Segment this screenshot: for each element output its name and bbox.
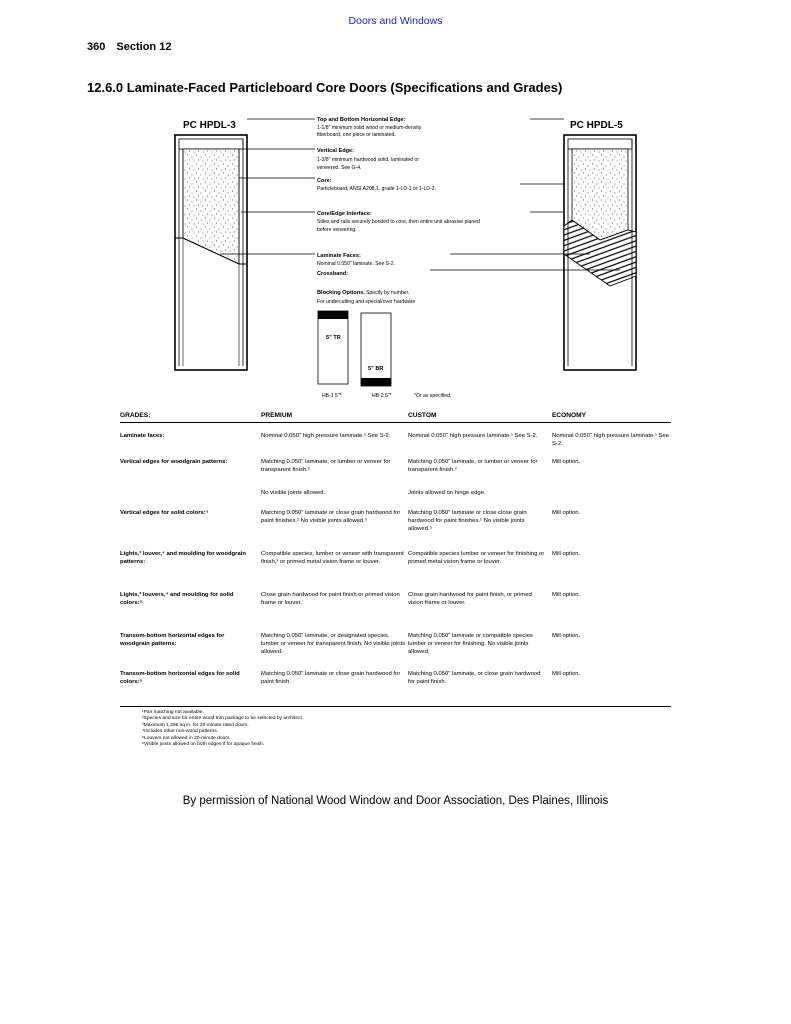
blocking-note: *Or as specified. xyxy=(414,393,452,399)
grade-label: Vertical edges for woodgrain patterns: xyxy=(120,459,228,465)
grade-premium: Matching 0.050" laminate, or lumber or veneer for transparent finish.² xyxy=(261,459,391,473)
blocking-caption-hb1: HB-1 5"* xyxy=(322,393,342,399)
grades-header-row xyxy=(120,408,671,422)
left-door-section xyxy=(175,135,247,370)
door-construction-diagram xyxy=(150,108,670,406)
left-door-label: PC HPDL-3 xyxy=(183,120,236,131)
grade-premium: No visible joints allowed. xyxy=(261,490,326,496)
footnote: ³Maximum 1,296 sq in. for 20 minute rated doors. xyxy=(142,722,249,728)
grade-row xyxy=(120,633,671,671)
svg-text:fiberboard, one piece or lamin: fiberboard, one piece or laminated. xyxy=(317,132,396,138)
svg-text:Stiles and rails securely bond: Stiles and rails securely bonded to core, then entire unit abrasive planed xyxy=(317,219,480,225)
grade-premium: Matching 0.050" laminate, or designated species, lumber or veneer for transparent finish. No visible joints allowed. xyxy=(261,633,406,655)
grade-custom: Joints allowed on hinge edge. xyxy=(408,490,486,496)
svg-text:Core/Edge Interface:: Core/Edge Interface: xyxy=(317,211,372,217)
grades-header-premium: PREMIUM xyxy=(261,412,293,419)
svg-text:1-3/8" minimum hardwood solid,: 1-3/8" minimum hardwood solid, laminated or xyxy=(317,157,420,163)
grade-label: Lights,³ louver,⁴ and moulding for woodgrain patterns: xyxy=(120,551,246,565)
grades-header-grades: GRADES: xyxy=(120,412,151,419)
svg-text:For undercutting and special/o: For undercutting and special/over hardware xyxy=(317,299,416,305)
section-label: Section 12 xyxy=(116,41,172,53)
footnote: ²Species and size for entire wood trim package to be selected by architect. xyxy=(142,716,304,722)
grade-economy: Mill option. xyxy=(552,633,581,639)
grade-custom: Matching 0.050" laminate or close close grain hardwood for paint finishes.² No visible joints allowed.⁵ xyxy=(408,510,527,532)
svg-text:Particleboard, ANSI A208.1, gr: Particleboard, ANSI A208.1, grade 1-LD-1 or 1-LD-2. xyxy=(317,186,436,192)
footnote: ⁵Louvers not allowed in 20-minute doors. xyxy=(142,735,231,741)
grade-custom: Compatible species lumber or veneer for finishing or primed metal vision frame or louver. xyxy=(408,551,545,565)
right-door-section xyxy=(564,135,636,370)
blocking-caption-hb2: HB-2 5"* xyxy=(372,393,392,399)
callout-top-bottom-edge xyxy=(317,117,422,138)
callout-blocking-options xyxy=(317,290,415,305)
svg-text:veneered. See G-4.: veneered. See G-4. xyxy=(317,165,362,171)
svg-text:5" BR: 5" BR xyxy=(368,366,384,372)
svg-text:Specify by number.: Specify by number. xyxy=(366,290,410,296)
grade-row xyxy=(120,551,671,592)
grade-row xyxy=(120,433,671,459)
header-rule xyxy=(120,422,671,423)
permission-caption: By permission of National Wood Window and Door Association, Des Plaines, Illinois xyxy=(182,795,609,807)
grades-header-economy: ECONOMY xyxy=(552,412,587,419)
grade-row xyxy=(120,459,671,490)
grade-custom: Nominal 0.050" high pressure laminate.¹ See S-2. xyxy=(408,433,538,439)
grade-economy: Nominal 0.050" high pressure laminate.¹ See S-2. xyxy=(552,433,670,447)
page-header xyxy=(87,41,179,53)
grade-premium: Matching 0.050" laminate or close grain hardwood for paint finish. xyxy=(261,671,401,685)
callout-laminate-faces xyxy=(317,253,395,267)
footnote: ¹Pair matching not available. xyxy=(142,710,204,715)
blocking-option-top xyxy=(318,311,348,384)
grades-header-custom: CUSTOM xyxy=(408,412,437,419)
svg-text:5" TR: 5" TR xyxy=(326,335,341,341)
footnote: ⁴Includes other non-wood patterns. xyxy=(142,729,219,735)
callout-crossband xyxy=(317,271,348,277)
leader-lines xyxy=(220,119,620,270)
grades-table xyxy=(120,408,671,748)
grade-row xyxy=(120,510,671,551)
svg-text:before veneering.: before veneering. xyxy=(317,227,357,233)
right-door-label: PC HPDL-5 xyxy=(570,120,623,131)
grade-premium: Nominal 0.050" high pressure laminate.¹ See S-2. xyxy=(261,433,391,439)
footnotes xyxy=(120,710,671,748)
grade-premium: Compatible species, lumber or veneer with transparent finish,² or primed metal vision frame or louver. xyxy=(261,551,404,565)
running-head: Doors and Windows xyxy=(348,15,443,27)
callout-core-edge-interface xyxy=(317,211,480,233)
grade-row xyxy=(120,490,671,510)
callout-vertical-edge xyxy=(317,148,419,171)
svg-text:1-1/8" minimum solid wood or m: 1-1/8" minimum solid wood or medium-density xyxy=(317,125,422,131)
grade-custom: Close grain hardwood for paint finish, or primed vision frame or louver. xyxy=(408,592,532,606)
callout-core xyxy=(317,178,436,192)
grade-economy: Mill option. xyxy=(552,551,581,557)
svg-text:Vertical Edge:: Vertical Edge: xyxy=(317,148,354,154)
page-number: 360 xyxy=(87,41,106,53)
grade-custom: Matching 0.050" laminate, or lumber or veneer for transparent finish.² xyxy=(408,459,538,473)
svg-text:Nominal 0.050" laminate. See S: Nominal 0.050" laminate. See S-2. xyxy=(317,261,395,267)
svg-text:Core:: Core: xyxy=(317,178,332,184)
footnote: ⁶Visible joints allowed on both edges if for opaque finish. xyxy=(142,741,265,747)
grade-economy: Mill option. xyxy=(552,671,581,677)
grade-custom: Matching 0.050" laminate, or close grain hardwood for paint finish. xyxy=(408,671,541,685)
grade-label: Vertical edges for solid colors:⁵ xyxy=(120,510,209,516)
svg-text:Blocking Options.: Blocking Options. xyxy=(317,290,365,296)
blocking-option-bottom xyxy=(361,313,391,386)
grade-label: Lights,³ louvers,⁴ and moulding for solid colors:⁵ xyxy=(120,592,234,606)
grade-label: Transom-bottom horizontal edges for solid colors:⁵ xyxy=(120,671,240,685)
grade-economy: Mill option. xyxy=(552,459,581,465)
svg-text:Laminate Faces:: Laminate Faces: xyxy=(317,253,361,259)
grade-row xyxy=(120,592,671,633)
section-title: 12.6.0 Laminate-Faced Particleboard Core Doors (Specifications and Grades) xyxy=(87,80,563,95)
grade-premium: Close grain hardwood for paint finish or primed vision frame or louver. xyxy=(261,592,400,606)
grade-label: Laminate faces: xyxy=(120,433,165,439)
grade-row xyxy=(120,671,671,704)
grade-custom: Matching 0.050" laminate or compatible species lumber or veneer for finishing. No visible joints allowed. xyxy=(408,633,533,655)
svg-text:Crossband:: Crossband: xyxy=(317,271,349,277)
grade-economy: Mill option. xyxy=(552,510,581,516)
grade-label: Transom-bottom horizontal edges for woodgrain patterns: xyxy=(120,633,225,647)
svg-text:Top and Bottom Horizontal Edge: Top and Bottom Horizontal Edge: xyxy=(317,117,406,123)
footnote-rule xyxy=(120,706,671,707)
grade-economy: Mill option. xyxy=(552,592,581,598)
grade-premium: Matching 0.050" laminate or close grain hardwood for paint finishes.² No visible joints allowed.⁵ xyxy=(261,510,401,524)
